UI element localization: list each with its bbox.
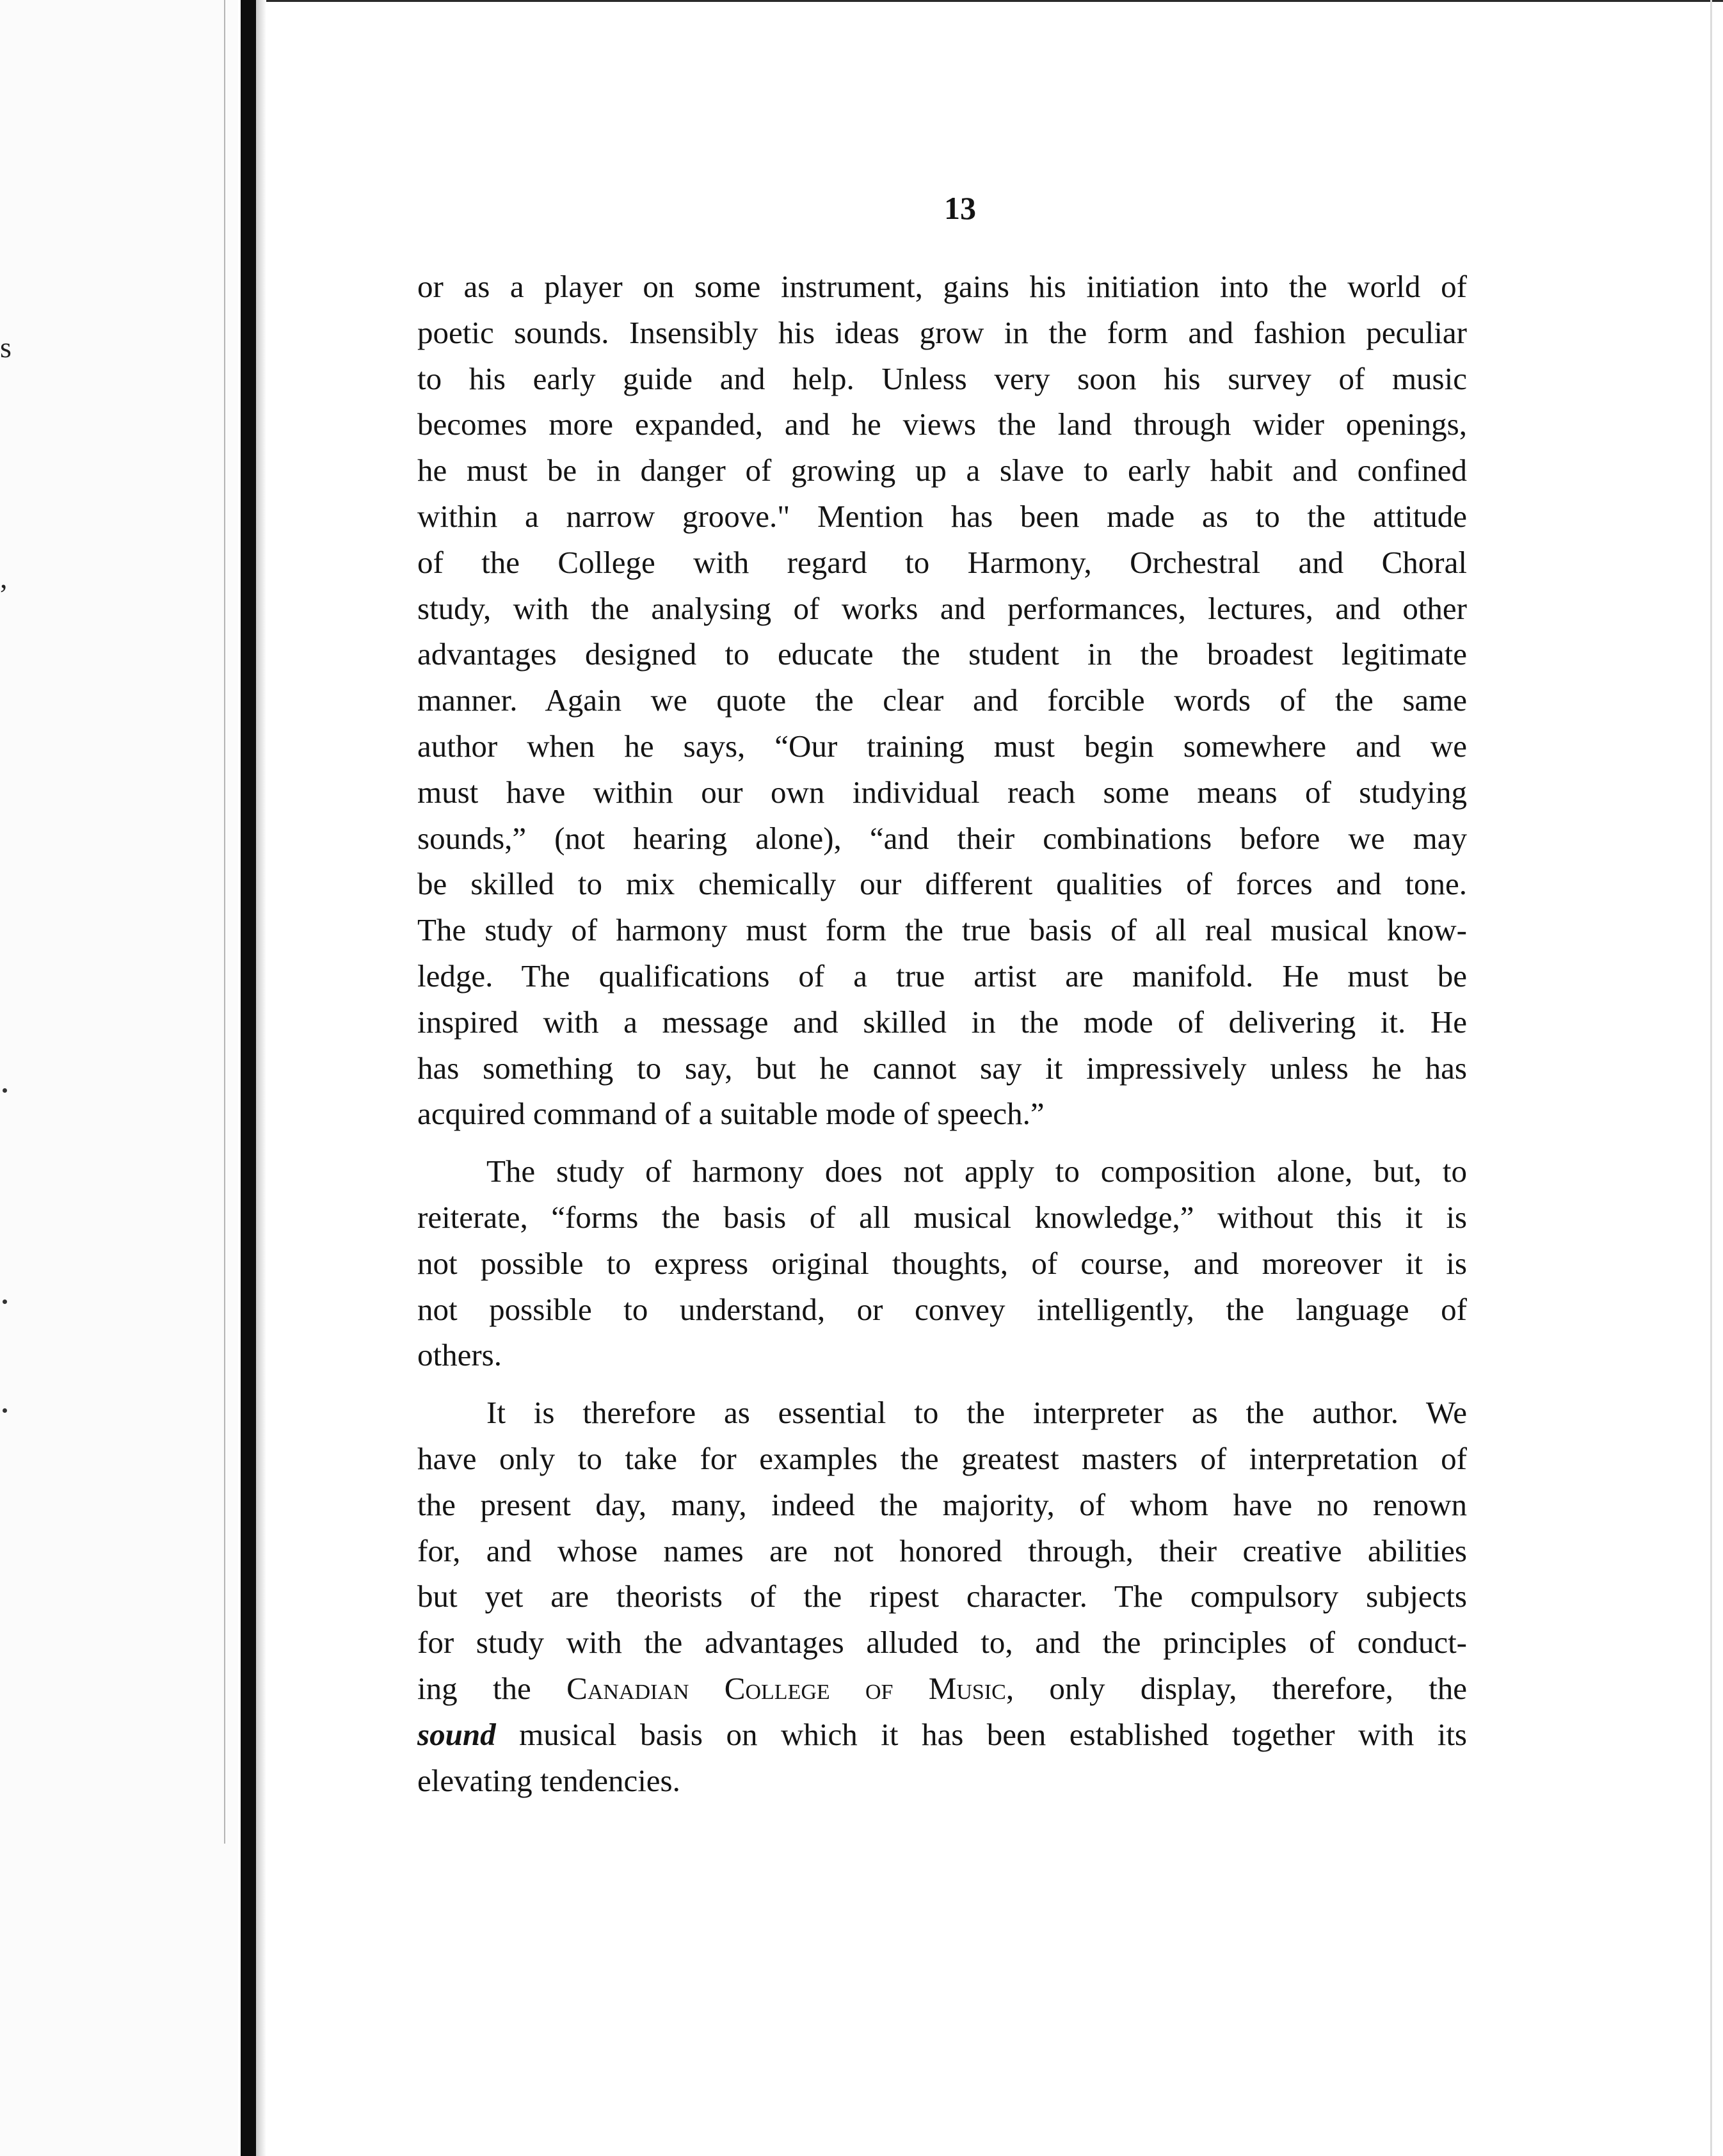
previous-page-mark xyxy=(3,1408,7,1413)
previous-page-mark xyxy=(3,1299,7,1304)
page-fold-line xyxy=(224,0,225,1844)
text-line: must have within our own individual reach some means of studying xyxy=(417,774,1467,810)
text-line: inspired with a message and skilled in the mode of delivering it. He xyxy=(417,1004,1467,1040)
text-segment: musical basis on which it has been established together with its xyxy=(495,1716,1467,1752)
text-line xyxy=(417,1666,1467,1712)
text-line: author when he says, “Our training must begin somewhere and we xyxy=(417,728,1467,764)
emphasis-word: sound xyxy=(417,1716,496,1752)
text-line: becomes more expanded, and he views the land through wider openings, xyxy=(417,406,1467,442)
previous-page-mark xyxy=(3,1088,7,1093)
book-gutter xyxy=(241,0,256,2156)
college-name: Canadian College of Music xyxy=(566,1670,1006,1706)
paragraph xyxy=(417,1148,1467,1378)
text-line: The study of harmony must form the true basis of all real musical know- xyxy=(417,912,1467,948)
text-line: advantages designed to educate the student in the broadest legitimate xyxy=(417,636,1467,672)
text-line xyxy=(417,1712,1467,1758)
previous-page-letter: s xyxy=(0,331,12,364)
text-line: acquired command of a suitable mode of speech.” xyxy=(417,1096,1045,1132)
text-line: of the College with regard to Harmony, Orchestral and Choral xyxy=(417,544,1467,580)
text-line: to his early guide and help. Unless very soon his survey of music xyxy=(417,360,1467,396)
paragraph xyxy=(417,264,1467,1137)
previous-page-comma: , xyxy=(0,561,8,594)
text-line: be skilled to mix chemically our different qualities of forces and tone. xyxy=(417,866,1467,902)
text-segment: , only display, therefore, the xyxy=(1006,1670,1468,1706)
paragraph-gap xyxy=(417,1378,1467,1390)
page-number: 13 xyxy=(944,190,976,226)
gutter-shadow xyxy=(256,0,266,2156)
text-line: others. xyxy=(417,1337,502,1373)
text-line: has something to say, but he cannot say it impressively unless he has xyxy=(417,1050,1467,1086)
text-segment: ing the xyxy=(417,1670,567,1706)
text-line: It is therefore as essential to the interpreter as the author. We xyxy=(486,1395,1467,1431)
text-line: not possible to express original thoughts, of course, and moreover it is xyxy=(417,1245,1467,1281)
text-line: poetic sounds. Insensibly his ideas grow in the form and fashion peculiar xyxy=(417,314,1467,350)
text-line: have only to take for examples the greatest masters of interpretation of xyxy=(417,1440,1467,1476)
text-line: not possible to understand, or convey intelligently, the language of xyxy=(417,1291,1467,1327)
text-line: the present day, many, indeed the majority, of whom have no renown xyxy=(417,1486,1467,1522)
text-line: for, and whose names are not honored through, their creative abilities xyxy=(417,1533,1467,1568)
paragraph xyxy=(417,1390,1467,1803)
text-line: sounds,” (not hearing alone), “and their combinations before we may xyxy=(417,820,1467,856)
text-line: he must be in danger of growing up a slave to early habit and confined xyxy=(417,453,1467,488)
text-line: ledge. The qualifications of a true artist are manifold. He must be xyxy=(417,958,1467,994)
text-line: The study of harmony does not apply to composition alone, but, to xyxy=(486,1154,1467,1189)
body-text xyxy=(417,264,1467,1803)
text-line: reiterate, “forms the basis of all musical knowledge,” without this it is xyxy=(417,1199,1467,1235)
text-line: within a narrow groove." Mention has been made as to the attitude xyxy=(417,498,1467,534)
previous-page-edge xyxy=(0,0,238,2156)
text-line: elevating tendencies. xyxy=(417,1762,680,1798)
page-top-edge xyxy=(266,0,1723,2)
text-line: manner. Again we quote the clear and forcible words of the same xyxy=(417,682,1467,718)
paragraph-gap xyxy=(417,1137,1467,1148)
page-right-edge xyxy=(1710,0,1712,2156)
text-line: but yet are theorists of the ripest character. The compulsory subjects xyxy=(417,1579,1467,1614)
text-line: for study with the advantages alluded to, and the principles of conduct- xyxy=(417,1625,1467,1661)
text-line: study, with the analysing of works and performances, lectures, and other xyxy=(417,590,1467,626)
text-line: or as a player on some instrument, gains his initiation into the world of xyxy=(417,269,1467,304)
